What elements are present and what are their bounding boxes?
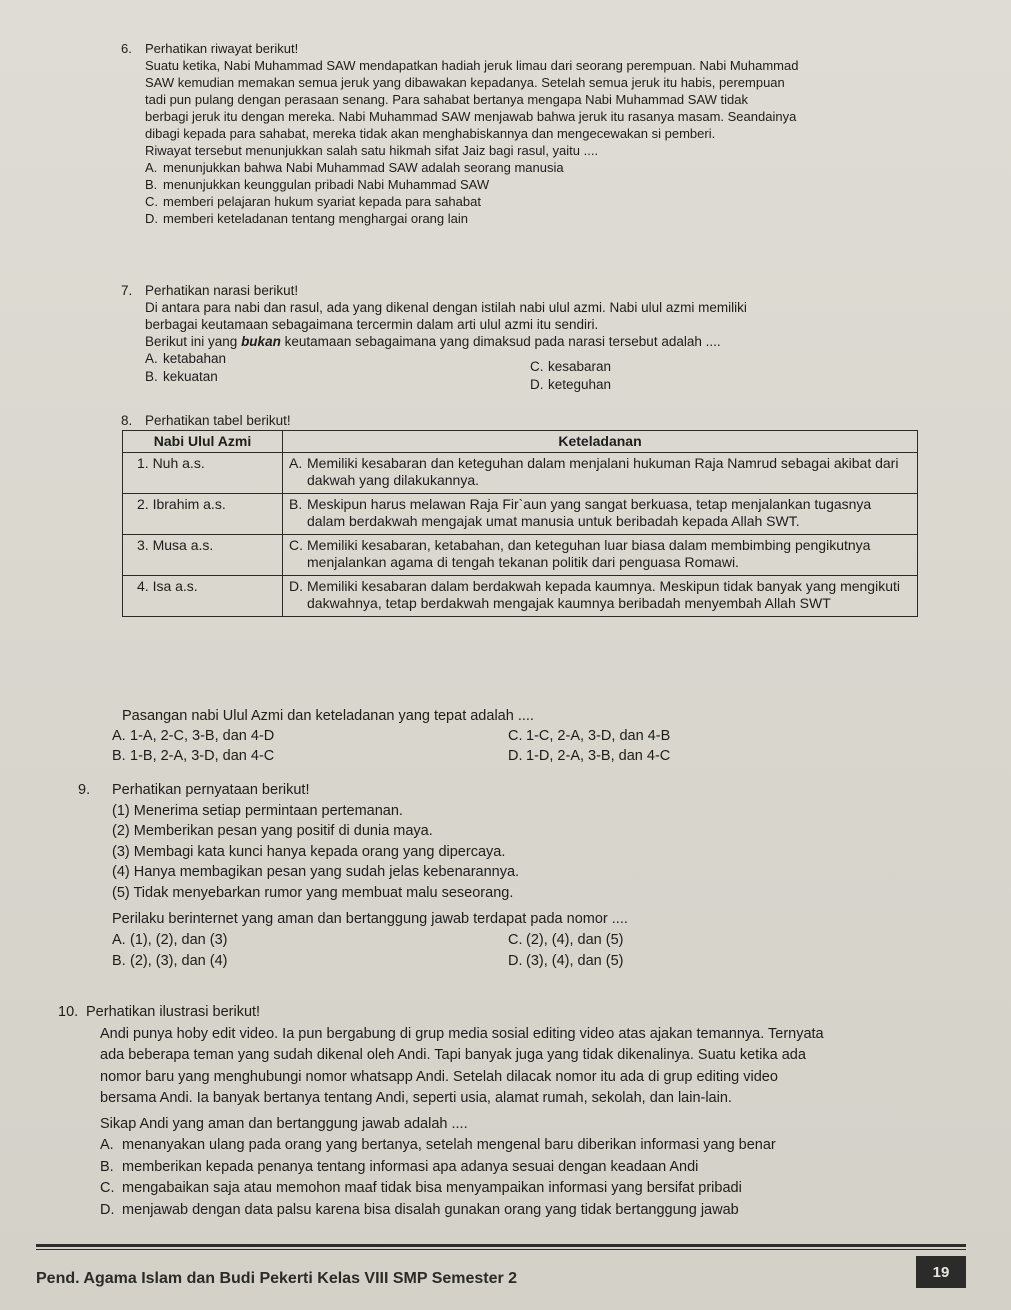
- option-text: kesabaran: [548, 359, 612, 374]
- question-text: Sikap Andi yang aman dan bertanggung jawab adalah ....: [100, 1115, 468, 1132]
- option-letter: C.: [145, 194, 158, 209]
- question-text: Riwayat tersebut menunjukkan salah satu hikmah sifat Jaiz bagi rasul, yaitu ....: [145, 143, 599, 158]
- story-line: dibagi kepada para sahabat, mereka tidak akan menghabiskannya dan mengecewakan si pemberi.: [145, 126, 716, 141]
- statement: (3) Membagi kata kunci hanya kepada orang yang dipercaya.: [112, 843, 506, 860]
- answer-option-b[interactable]: B. 1-B, 2-A, 3-D, dan 4-C: [112, 748, 275, 764]
- option-text: memberikan kepada penanya tentang informasi apa adanya sesuai dengan keadaan Andi: [122, 1158, 699, 1175]
- question-text: Perilaku berinternet yang aman dan bertanggung jawab terdapat pada nomor ....: [112, 911, 628, 927]
- question-number: 10.: [58, 1004, 79, 1020]
- answer-option-c[interactable]: [145, 193, 905, 210]
- option-text: (1), (2), dan (3): [130, 931, 228, 948]
- story-line: berbagai keutamaan sebagaimana tercermin dalam arti ulul azmi itu sendiri.: [145, 317, 599, 332]
- emphasis-word: bukan: [241, 334, 281, 349]
- statement: (2) Memberikan pesan yang positif di dunia maya.: [112, 823, 433, 839]
- answer-option-a[interactable]: A. (1), (2), dan (3): [112, 931, 228, 948]
- question-prompt: Perhatikan tabel berikut!: [145, 413, 291, 428]
- book-title: Pend. Agama Islam dan Budi Pekerti Kelas VIII SMP Semester 2: [36, 1270, 518, 1287]
- story-line: nomor baru yang menghubungi nomor whatsapp Andi. Setelah dilacak nomor itu ada di grup editing video: [100, 1068, 778, 1085]
- answer-option-d[interactable]: [145, 210, 905, 227]
- table-header-row: [123, 431, 918, 453]
- table-row: [123, 576, 918, 617]
- keteladanan-cell: D. Memiliki kesabaran dalam berdakwah kepada kaumnya. Meskipun tidak banyak yang mengikuti dakwahnya, tetap berdakwah mengajak kaumnya beribadah menyembah Allah SWT: [283, 576, 918, 617]
- keteladanan-cell: B. Meskipun harus melawan Raja Fir`aun yang sangat berkuasa, tetap menjalankan tugasnya dalam berdakwah mengajak umat manusia untuk beribadah kepada Allah SWT.: [283, 494, 918, 535]
- question-8-answers: [112, 706, 671, 766]
- story-line: bersama Andi. Ia banyak bertanya tentang Andi, seperti usia, alamat rumah, sekolah, dan lain-lain.: [100, 1090, 732, 1106]
- story-line: Andi punya hoby edit video. Ia pun bergabung di grup media sosial editing video atas ajakan temannya. Ternyata: [100, 1025, 824, 1042]
- option-text: memberi pelajaran hukum syariat kepada para sahabat: [163, 194, 481, 209]
- answer-option-b[interactable]: [145, 176, 905, 193]
- question-prompt: Perhatikan riwayat berikut!: [145, 41, 299, 56]
- option-text: menanyakan ulang pada orang yang bertanya, setelah mengenal baru diberikan informasi yang benar: [122, 1137, 776, 1153]
- statement: (5) Tidak menyebarkan rumor yang membuat malu seseorang.: [112, 884, 514, 901]
- answer-option-a[interactable]: A. 1-A, 2-C, 3-B, dan 4-D: [112, 728, 275, 744]
- option-text: menjawab dengan data palsu karena bisa disalah gunakan orang yang tidak bertanggung jawab: [122, 1201, 739, 1218]
- keteladanan-cell: A. Memiliki kesabaran dan keteguhan dalam menjalani hukuman Raja Namrud sebagai akibat dari dakwah yang dilakukannya.: [283, 453, 918, 494]
- answer-option-d[interactable]: D. (3), (4), dan (5): [508, 952, 624, 969]
- option-text: 1-B, 2-A, 3-D, dan 4-C: [130, 748, 275, 764]
- option-text: (2), (3), dan (4): [130, 952, 228, 969]
- option-text: kekuatan: [163, 369, 218, 384]
- question-prompt: Perhatikan ilustrasi berikut!: [86, 1004, 261, 1020]
- nabi-cell: 3. Musa a.s.: [123, 535, 283, 576]
- option-text: menunjukkan keunggulan pribadi Nabi Muhammad SAW: [163, 177, 490, 192]
- answer-option-d[interactable]: D. menjawab dengan data palsu karena bisa disalah gunakan orang yang tidak bertanggung jawab: [100, 1201, 739, 1218]
- question-prompt: Perhatikan narasi berikut!: [145, 283, 299, 298]
- nabi-cell: 1. Nuh a.s.: [123, 453, 283, 494]
- question-number: 9.: [78, 782, 91, 798]
- page-number-badge: 19: [916, 1256, 966, 1288]
- answer-option-b[interactable]: B. memberikan kepada penanya tentang informasi apa adanya sesuai dengan keadaan Andi: [100, 1158, 699, 1175]
- story-line: tadi pun pulang dengan perasaan senang. Para sahabat bertanya mengapa Nabi Muhammad SAW tidak: [145, 92, 748, 107]
- ulul-azmi-table: [122, 430, 918, 617]
- question-text: Pasangan nabi Ulul Azmi dan keteladanan yang tepat adalah ....: [122, 708, 534, 724]
- option-text: keteguhan: [548, 377, 612, 392]
- option-text: 1-D, 2-A, 3-B, dan 4-C: [526, 748, 671, 764]
- answer-option-d[interactable]: D. 1-D, 2-A, 3-B, dan 4-C: [508, 748, 671, 764]
- option-text: 1-C, 2-A, 3-D, dan 4-B: [526, 728, 671, 744]
- column-header-keteladanan: Keteladanan: [283, 431, 918, 453]
- answer-option-a[interactable]: A. ketabahan: [145, 351, 227, 366]
- option-letter: B.: [145, 177, 158, 192]
- column-header-nabi: Nabi Ulul Azmi: [123, 431, 283, 453]
- question-text: Berikut ini yang bukan keutamaan sebagaimana yang dimaksud pada narasi tersebut adalah ....: [145, 334, 721, 349]
- option-row: [112, 726, 671, 746]
- option-row: [145, 368, 905, 392]
- option-text: memberi keteladanan tentang menghargai orang lain: [163, 211, 468, 226]
- option-text: 1-A, 2-C, 3-B, dan 4-D: [130, 728, 275, 744]
- option-text: (3), (4), dan (5): [526, 952, 624, 969]
- option-text: ketabahan: [163, 351, 227, 366]
- story-line: berbagi jeruk itu dengan mereka. Nabi Muhammad SAW menjawab bahwa jeruk itu rasanya masam. Seandainya: [145, 109, 797, 124]
- question-number: 6.: [121, 41, 132, 56]
- answer-option-a[interactable]: [145, 159, 905, 176]
- question-prompt: Perhatikan pernyataan berikut!: [112, 782, 310, 798]
- question-9: [78, 780, 628, 972]
- option-row: [112, 746, 671, 766]
- footer-divider: [36, 1244, 966, 1247]
- table-row: [123, 453, 918, 494]
- table-row: [123, 535, 918, 576]
- nabi-cell: 2. Ibrahim a.s.: [123, 494, 283, 535]
- statement: (4) Hanya membagikan pesan yang sudah jelas kebenarannya.: [112, 864, 520, 880]
- question-7: [121, 282, 905, 392]
- option-text: menunjukkan bahwa Nabi Muhammad SAW adalah seorang manusia: [163, 160, 564, 175]
- answer-option-a[interactable]: A. menanyakan ulang pada orang yang bertanya, setelah mengenal baru diberikan informasi yang benar: [100, 1137, 776, 1153]
- option-row: [145, 350, 905, 374]
- statement: (1) Menerima setiap permintaan pertemanan.: [112, 802, 403, 819]
- option-row: [112, 951, 628, 972]
- answer-option-c[interactable]: C. (2), (4), dan (5): [508, 931, 624, 948]
- answer-option-c[interactable]: C. kesabaran: [530, 359, 612, 374]
- story-line: ada beberapa teman yang sudah dikenal oleh Andi. Tapi banyak juga yang tidak dikenalinya. Suatu ketika ada: [100, 1047, 806, 1063]
- nabi-cell: 4. Isa a.s.: [123, 576, 283, 617]
- question-8: [121, 412, 291, 430]
- answer-option-b[interactable]: B. (2), (3), dan (4): [112, 952, 228, 969]
- table-row: [123, 494, 918, 535]
- answer-option-b[interactable]: B. kekuatan: [145, 369, 218, 384]
- option-letter: D.: [145, 211, 158, 226]
- answer-option-c[interactable]: C. mengabaikan saja atau memohon maaf tidak bisa menyampaikan informasi yang bersifat pribadi: [100, 1180, 742, 1196]
- answer-option-d[interactable]: D. keteguhan: [530, 377, 612, 392]
- question-number: 8.: [121, 413, 133, 428]
- question-number: 7.: [121, 283, 133, 298]
- story-line: Di antara para nabi dan rasul, ada yang dikenal dengan istilah nabi ulul azmi. Nabi ulul azmi memiliki: [145, 300, 747, 315]
- question-10: [58, 1002, 970, 1221]
- answer-option-c[interactable]: C. 1-C, 2-A, 3-D, dan 4-B: [508, 728, 671, 744]
- option-row: [112, 930, 628, 951]
- option-letter: A.: [145, 160, 158, 175]
- keteladanan-cell: C. Memiliki kesabaran, ketabahan, dan keteguhan luar biasa dalam membimbing pengikutnya menjalankan agama di tengah tekanan politik dari penguasa Romawi.: [283, 535, 918, 576]
- option-text: (2), (4), dan (5): [526, 931, 624, 948]
- footer-divider-thin: [36, 1249, 966, 1250]
- option-text: mengabaikan saja atau memohon maaf tidak bisa menyampaikan informasi yang bersifat pribadi: [122, 1180, 742, 1196]
- story-line: Suatu ketika, Nabi Muhammad SAW mendapatkan hadiah jeruk limau dari seorang perempuan. Nabi Muhammad: [145, 58, 799, 73]
- question-6: [121, 40, 905, 227]
- story-line: SAW kemudian memakan semua jeruk yang dibawakan kepadanya. Setelah semua jeruk itu habis, perempuan: [145, 75, 785, 90]
